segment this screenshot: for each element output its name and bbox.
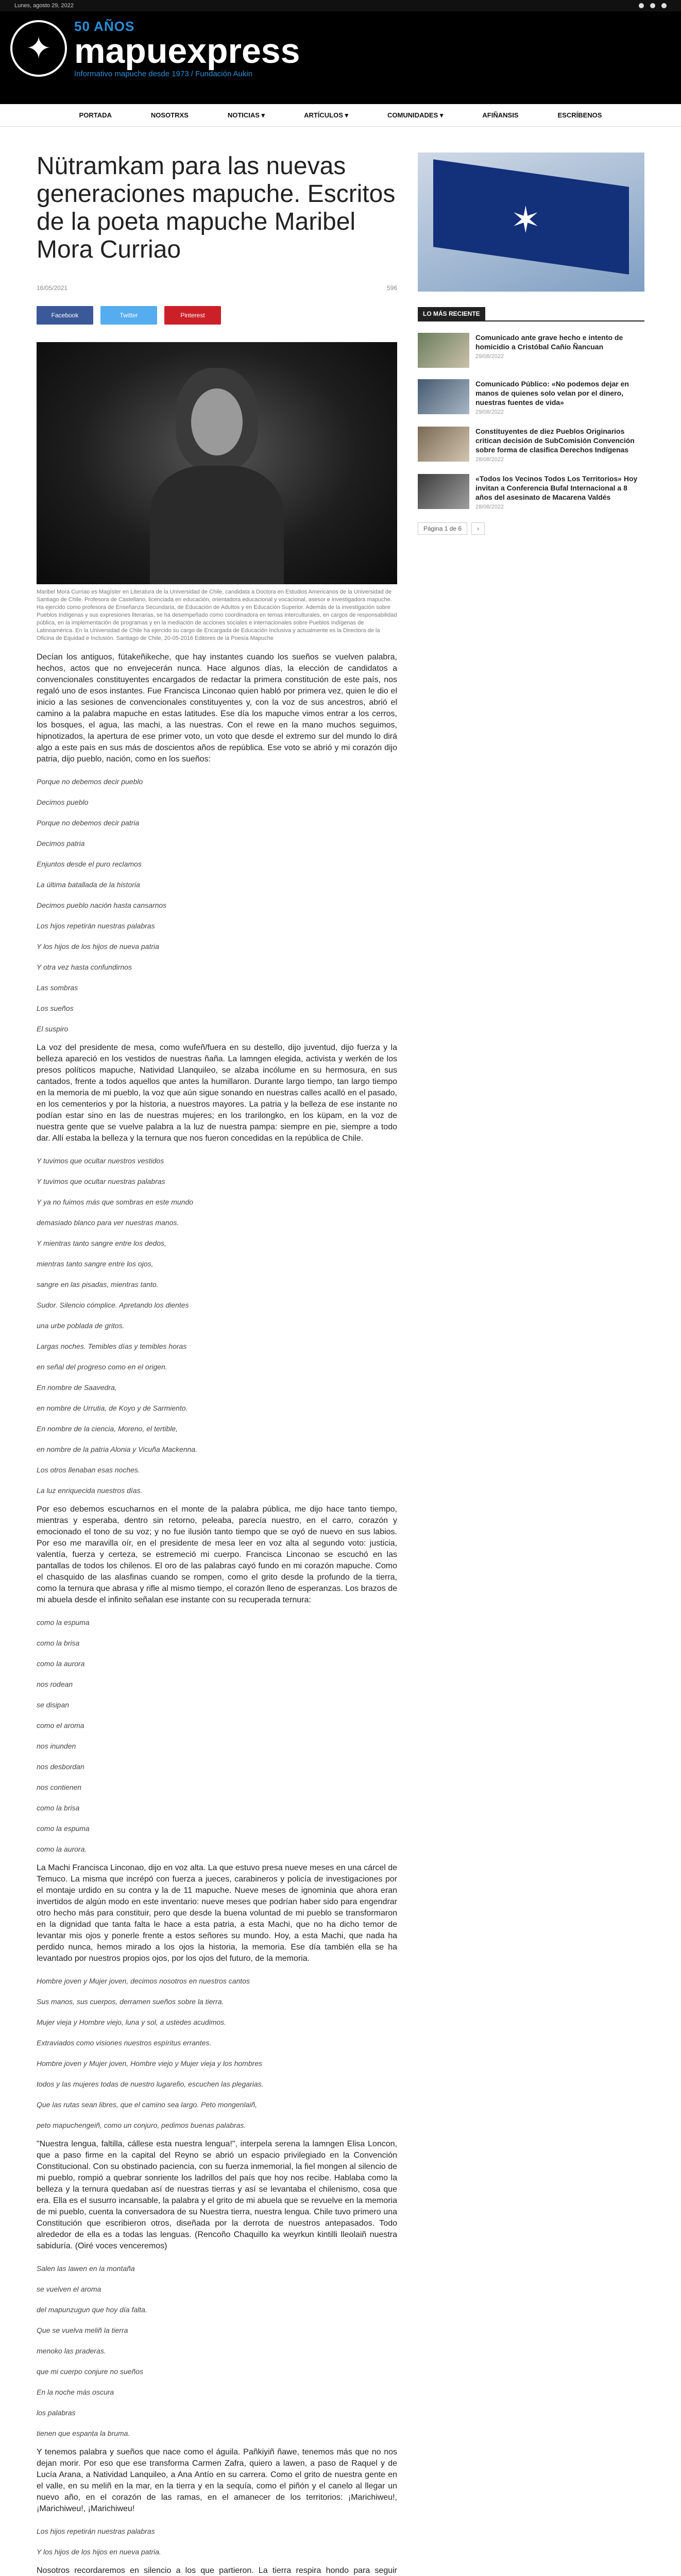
nav-articulos[interactable]: ARTÍCULOS ▾ [304,111,349,119]
sidebar-item-date: 28/08/2022 [475,456,504,463]
article-paragraph: Y tenemos palabra y sueños que nace como el águila. Pañkiyiñ ñawe, tenemos más que no nos dejan morir. Por eso que ese transforma Carmen Zafra, quiero a lawen, a paso de Raquel y de Lucía Arana, a Natividad Lanquileo, a Ana Antío en su carrera. Como el grito de nuestra gente en el valle, en su meliñ en la mar, en la tierra y en la sequía, como el piñón y el canelo al llegar un nuevo año, en el corazón de las ramas, en el amanecer de los territorios: ¡Marichiweu!, ¡Marichiweu!, ¡Marichiweu! [37,2448,397,2513]
verse-line: como el aroma [37,1721,84,1730]
sidebar-pager [418,522,644,535]
share-pinterest-button[interactable]: Pinterest [164,306,221,325]
verse-line: Los otros llenaban esas noches. [37,1466,140,1474]
twitter-icon[interactable] [650,3,655,8]
share-buttons [37,306,397,325]
verse-line: Hombre joven y Mujer joven, Hombre viejo y Mujer vieja y los hombres [37,2059,263,2067]
verse-line: Sus manos, sus cuerpos, derramen sueños sobre la tierra. [37,1997,224,2006]
verse-line: Los hijos repetirán nuestras palabras [37,922,155,930]
verse-line: Que se vuelva meliñ la tierra [37,2326,128,2334]
verse-line: en nombre de Urrutia, de Koyo y de Sarmiento. [37,1404,188,1412]
verse-line: En nombre de Saavedra, [37,1383,117,1392]
verse-line: Los hijos repetirán nuestras palabras [37,2527,155,2535]
nav-nosotrxs[interactable]: NOSOTRXS [150,111,189,119]
verse-line: Y tuvimos que ocultar nuestras palabras [37,1177,165,1185]
verse-line: como la aurora [37,1659,85,1668]
logo-anniversary: 50 AÑOS [74,19,135,34]
verse-line: nos contienen [37,1783,82,1791]
verse-line: Sudor. Silencio cómplice. Apretando los dientes [37,1301,189,1309]
verse-line: Decimos pueblo nación hasta cansarnos [37,901,167,909]
site-logo[interactable] [10,19,300,78]
sidebar-item[interactable] [418,379,644,415]
verse-line: Decimos patria [37,839,85,848]
verse-line: nos desbordan [37,1762,84,1771]
article-paragraph: Decían los antiguos, fütakeñikeche, que hay instantes cuando los sueños se vuelven palabra, hechos, actos que no envejecerán nunca. Hace algunos días, la elección de candidatos a convencionales constituyentes encargados de redactar la primera constitución de este país, nos regaló uno de esos instantes. Fue Francisca Linconao quien habló por primera vez, quien le dio el inicio a las sesiones de convencionales constituyentes y, con la voz de sus ancestros, abrió el camino a la palabra mapuche en estas latitudes. Ese día los mapuche vimos entrar a los cerros, los bosques, el agua, las machi, a las nuestras. Con el rewe en la mano muchos seguimos, hipnotizados, la apertura de ese primer voto, un voto que desde el extremo sur del mundo lo dirá algo a este país en sus más de doscientos años de república. Ese voto se abrió y mi corazón dijo patria, dijo pueblo, nación, como en los sueños: [37,653,397,764]
verse-line: Y los hijos de los hijos de nueva patria [37,942,159,951]
verse-line: Salen las lawen en la montaña [37,2264,135,2273]
verse-line: todos y las mujeres todas de nuestro lugarefio, escuchen las plegarias. [37,2080,264,2088]
article-paragraph: La Machi Francisca Linconao, dijo en voz alta. La que estuvo presa nueve meses en una cárcel de Temuco. La misma que incrépó con fuerza a jueces, carabineros y policía de investigaciones por el montaje urdido en su contra y la de 11 mapuche. Nueve meses de ignominia que ahora eran invertidos de algún modo en este inventario: nueve meses que podrían haber sido para engendrar otro hecho más para constituir, pero que desde la buena voluntad de mi pueblo se transformaron en la dignidad que tanta falta le hace a esta patria, a esta Machi, que no ha dicho temor de levantar mis ojos y ponerle frente a estos señores su mundo. Hoy, a esta Machi, que nada ha perdido nunca, hemos mirado a los ojos la historia, la memoria. Ese día también ella se ha levantado por nuestros propios ojos, por los ojos del futuro, de la memoria. [37,1863,397,1963]
site-header [0,11,681,104]
verse-line: una urbe poblada de gritos. [37,1321,125,1330]
verse-block [37,2264,397,2437]
sidebar-item[interactable] [418,474,644,510]
verse-line: Y ya no fuimos más que sombras en este mundo [37,1198,194,1206]
sidebar-thumbnail [418,379,469,414]
article-meta [37,284,397,292]
sidebar-item-date: 28/08/2022 [475,504,504,510]
verse-block [37,1157,397,1495]
star-icon: ✦ [25,31,52,65]
sidebar-item-title: Comunicado Público: «No podemos dejar en manos de quienes solo velan por el dinero, nuestras fuentes de vida» [475,380,629,406]
article-date: 16/05/2021 [37,284,68,292]
share-twitter-button[interactable]: Twitter [100,306,157,325]
article-title: Nütramkam para las nuevas generaciones mapuche. Escritos de la poeta mapuche Maribel Mora Curriao [37,152,396,263]
main-nav [0,104,681,127]
verse-line: Y los hijos de los hijos en nueva patria. [37,2548,161,2556]
verse-line: Hombre joven y Mujer joven, decimos nosotros en nuestros cantos [37,1977,250,1985]
verse-line: Los sueños [37,1004,74,1012]
verse-line: nos inunden [37,1742,76,1750]
verse-line: Enjuntos desde el puro reclamos [37,860,142,868]
verse-line: Y mientras tanto sangre entre los dedos, [37,1239,166,1247]
logo-name: mapuexpress [74,31,300,71]
verse-line: Decimos pueblo [37,798,89,806]
verse-line: como la brisa [37,1804,80,1812]
verse-block [37,1977,397,2129]
article [37,127,397,2576]
verse-line: La última batallada de la historia [37,880,140,889]
verse-line: como la brisa [37,1639,80,1647]
logo-tagline: Informativo mapuche desde 1973 / Fundación Aukin [74,70,253,78]
verse-line: Largas noches. Temibles días y temibles horas [37,1342,187,1350]
share-facebook-button[interactable]: Facebook [37,306,93,325]
logo-emblem [10,20,67,77]
social-links [639,3,667,8]
verse-line: Las sombras [37,984,78,992]
verse-line: Porque no debemos decir pueblo [37,777,143,786]
verse-line: En la noche más oscura [37,2388,114,2396]
sidebar-item-title: «Todos los Vecinos Todos Los Territorios» Hoy invitan a Conferencia Bufal Internacional a 8 años del asesinato de Macarena Valdés [475,474,638,501]
sidebar-item[interactable] [418,427,644,463]
sidebar-thumbnail [418,333,469,368]
verse-line: Porque no debemos decir patria [37,819,140,827]
article-paragraph: La voz del presidente de mesa, como wufeñ/fuera en su destello, dijo juventud, dijo fuerza y la belleza apareció en los vestidos de nuestras ñaña. La lamngen elegida, activista y werkén de los presos políticos mapuche, Natividad Llanquileo, se alzaba incólume en su hermosura, en sus cantados, frente a todos aquellos que antes la humillaron. Durante largo tiempo, tan largo tiempo en la memoria de mi pueblo, la voz que aún sigue sonando en nuestras calles acalló en el pasado, en los cementerios y por la historia, a nuestros mayores. La patria y la belleza de ese instante no podían estar sino en las de nuestras mujeres; en los trarilongko, en los küpam, en la voz de nuestra gente que se vuelve palabra a la luz de nuestra pampa: siempre en pie, siempre a todo dar. Allí estaba la belleza y la ternura que nos fueron concedidas en la república de Chile. [37,1043,397,1143]
pager-label: Página 1 de 6 [418,522,467,535]
sidebar-heading: LO MÁS RECIENTE [418,307,644,321]
author-photo [37,342,397,584]
photo-caption: Maribel Mora Curriao es Magíster en Literatura de la Universidad de Chile, candidata a Doctora en Estudios Americanos de la Universidad de Santiago de Chile. Profesora de Castellano, licenciada en educación, orientadora educacional y vocacional, asesor e investigadora mapuche. Ha ejercido como profesora de Enseñanza Secundaria, de Educación de Adultos y en Educación Superior. Además de la investigación sobre Pueblos Indígenas y sus expresiones literarias, se ha desempeñado como coordinadora en temas interculturales, en cargos de responsabilidad pública, en la implementación de programas y en la mediación de acciones sociales e internacionales sobre Pueblos Indígenas de Latinoamérica. En la Universidad de Chile ha ejercido su cargo de Encargada de Educación Inclusiva y actualmente es la Directora de la Oficina de Equidad e Inclusión. Santiago de Chile, 20-05-2016 Editores de la Poesía Mapuche [37,589,397,641]
content-wrap [37,127,644,2576]
verse-block [37,1618,397,1853]
sidebar-thumbnail [418,427,469,462]
nav-noticias[interactable]: NOTICIAS ▾ [227,111,265,119]
verse-line: Extraviados como visiones nuestros espíritus errantes. [37,2039,212,2047]
verse-line: que mi cuerpo conjure no sueños [37,2367,144,2376]
verse-line: se vuelven el aroma [37,2285,101,2293]
sidebar [418,127,644,535]
star-icon: ✶ [510,200,541,240]
verse-line: Que las rutas sean libres, que el camino sea largo. Peto mongenlaiñ, [37,2100,258,2109]
verse-block [37,2527,397,2556]
nav-escribenos[interactable]: ESCRÍBENOS [557,111,602,119]
sidebar-item-title: Comunicado ante grave hecho e intento de homicidio a Cristóbal Cañío Ñancuan [475,333,623,351]
verse-line: menoko las praderas. [37,2347,106,2355]
top-bar [0,0,681,11]
article-paragraph: "Nuestra lengua, faltilla, cállese esta nuestra lengua!", interpela serena la lamngen Elisa Loncon, que a paso firme en la capital del Reyno se abrió un espacio privilegiado en la Convención Constitucional. Con su obstinado paciencia, con su fuerza inmemorial, la fiel mongen al silencio de mi pueblo, rompió a quebrar sonriente los ladrillos del país que hoy nos recibe. Hablaba como la belleza y la ternura quedaban así de nuestras tierras y así se levantaba el chilenismo, cosa que era. Ella es el susurro incansable, la palabra y el grito de mi abuela que se revuelve en la memoria de mi pueblo, cuenta la conversadora de su Nuestra tierra, nuestra lengua. Chile tuvo primero una Constitución que escribieron otros, diseñada por la derrota de nuestros antepasados. Todo alrededor de ella es a todas las lenguas. (Rencoño Chaquillo ka weyrkun kintilli lleolaiñ nuestra sabiduría. (Oiré voces venceremos) [37,2140,397,2250]
verse-line: como la espuma [37,1618,90,1626]
verse-line: Mujer vieja y Hombre viejo, luna y sol, a ustedes acudimos. [37,2018,227,2026]
nav-comunidades[interactable]: COMUNIDADES ▾ [387,111,444,119]
verse-line: del mapunzugun que hoy día falta. [37,2306,147,2314]
verse-line: en nombre de la patria Alonia y Vicuña Mackenna. [37,1445,198,1453]
article-paragraph: Por eso debemos escucharnos en el monte de la palabra pública, me dijo hace tanto tiempo, mientras y esperaba, dentro sin retorno, peleaba, parecía nuestro, en el carro, corazón y emocionado el tono de su voz; y no fue ilusión tanto tiempo que se oyó de nuevo en sus labios. Por eso me maravilla oír, en el presidente de mesa leer en voz alta al segundo voto: justicia, valentía, fuerza y certeza, se estremeció mi cuerpo. Francisca Linconao se escuchó en las pantallas de todos los chilenos. El oro de las palabras cayó fundo en mi corazón mapuche. Como el chasquido de las alasfinas cuando se rompen, como el grito desde la profundo de la tierra, como la ternura que abrasa y rifle al mismo tiempo, el corazón lleno de esperanzas. Los brazos de mi abuela desde el infinito señalan ese instante con su recuperada ternura: [37,1505,397,1604]
verse-line: tienen que espanta la bruma. [37,2429,130,2437]
verse-line: los palabras [37,2409,76,2417]
verse-line: como la aurora. [37,1845,87,1853]
mapuche-flag-image [418,152,644,292]
verse-line: peto mapuchengeiñ, como un conjuro, pedimos buenas palabras. [37,2121,246,2129]
verse-line: nos rodean [37,1680,73,1688]
sidebar-thumbnail [418,474,469,509]
pager-next-button[interactable]: › [471,522,485,535]
sidebar-item-title: Constituyentes de diez Pueblos Originarios critican decisión de SubComisión Convención sobre forma de clasifica Derechos Indígenas [475,427,635,454]
sidebar-item[interactable] [418,333,644,368]
verse-line: sangre en las pisadas, mientras tanto. [37,1280,159,1289]
instagram-icon[interactable] [661,3,667,8]
verse-line: mientras tanto sangre entre los ojos, [37,1260,154,1268]
current-date: Lunes, agosto 29, 2022 [14,3,74,9]
verse-line: El suspiro [37,1025,69,1033]
nav-portada[interactable]: PORTADA [79,111,112,119]
verse-line: Y tuvimos que ocultar nuestros vestidos [37,1157,164,1165]
article-views: 596 [386,284,397,292]
verse-line: se disipan [37,1701,70,1709]
verse-line: en señal del progreso como en el origen. [37,1363,167,1371]
facebook-icon[interactable] [639,3,644,8]
verse-line: Y otra vez hasta confundirnos [37,963,132,971]
verse-line: demasiado blanco para ver nuestras manos. [37,1218,179,1227]
sidebar-item-date: 29/08/2022 [475,353,504,360]
verse-line: como la espuma [37,1824,90,1833]
article-paragraph: Nosotros recordaremos en silencio a los que partieron. La tierra respira hondo para seguir [37,2566,397,2575]
sidebar-item-date: 29/08/2022 [475,409,504,415]
verse-line: La luz enriquecida nuestros días. [37,1486,143,1495]
verse-line: En nombre de la ciencia, Moreno, el tertible, [37,1425,178,1433]
nav-afinansis[interactable]: AFIÑANSIS [482,111,519,119]
verse-block [37,777,397,1033]
